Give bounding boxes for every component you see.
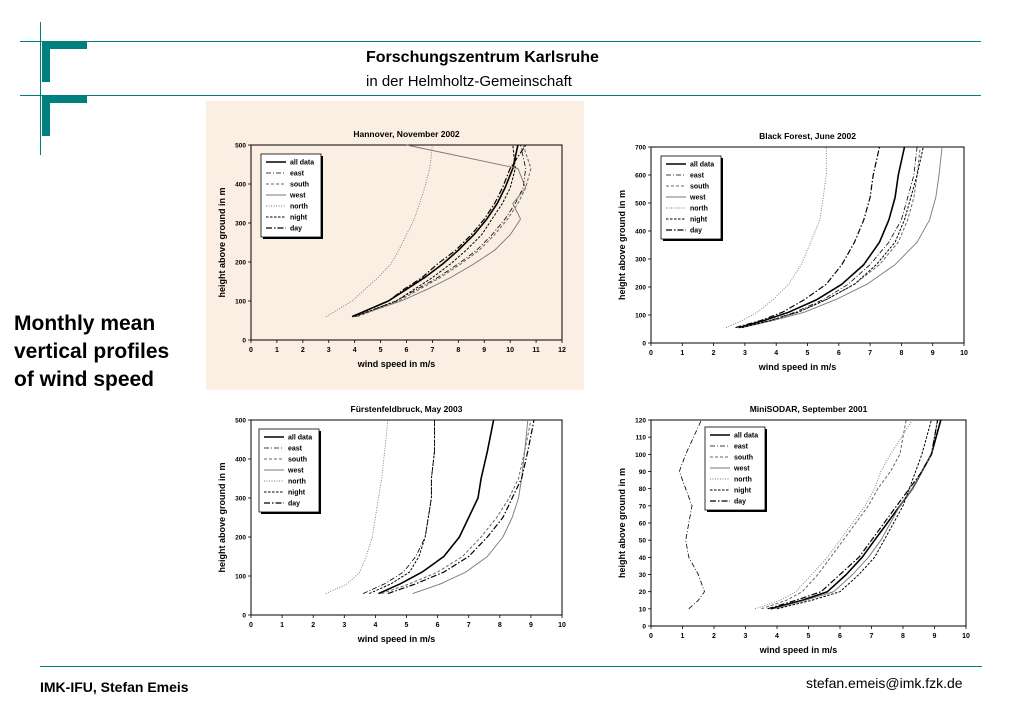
legend-entry: day (288, 500, 301, 508)
x-axis-label: wind speed in m/s (357, 359, 436, 369)
legend-entry: east (734, 443, 749, 451)
footer-author: IMK-IFU, Stefan Emeis (40, 679, 189, 695)
x-tick-label: 2 (711, 350, 716, 357)
y-tick-label: 100 (635, 451, 646, 459)
y-tick-label: 500 (635, 200, 646, 208)
x-tick-label: 8 (456, 347, 461, 354)
x-axis-label: wind speed in m/s (357, 634, 436, 644)
x-tick-label: 12 (558, 347, 566, 354)
legend-entry: east (290, 170, 305, 178)
y-tick-label: 300 (235, 495, 246, 503)
y-tick-label: 300 (635, 256, 646, 264)
logo-vertical-line (40, 22, 41, 155)
x-tick-label: 7 (430, 347, 435, 354)
chart-black-forest (604, 125, 984, 383)
y-tick-label: 90 (638, 469, 646, 476)
x-tick-label: 9 (932, 633, 937, 640)
x-tick-label: 10 (506, 347, 515, 354)
y-tick-label: 0 (642, 340, 646, 348)
x-tick-label: 6 (836, 350, 841, 357)
y-tick-label: 200 (635, 284, 646, 292)
series-line-all-data (379, 420, 494, 594)
legend-entry: night (690, 216, 708, 224)
y-tick-label: 120 (635, 417, 646, 425)
series-line-north (326, 145, 432, 317)
header-rule (20, 41, 981, 42)
series-line-west (355, 145, 526, 317)
legend-entry: night (290, 214, 308, 222)
y-tick-label: 0 (642, 623, 646, 631)
header-rule-lower (20, 95, 981, 96)
x-tick-label: 4 (352, 347, 357, 354)
series-line-east (742, 147, 917, 328)
series-line-north (326, 420, 388, 594)
series-line-day (736, 147, 880, 328)
legend-entry: all data (690, 161, 715, 169)
plot-frame (651, 420, 966, 626)
x-tick-label: 3 (742, 350, 747, 357)
x-tick-label: 6 (435, 622, 440, 629)
slide-caption: Monthly mean vertical profiles of wind speed (14, 312, 170, 391)
legend-entry: east (690, 172, 705, 180)
y-tick-label: 80 (638, 486, 646, 494)
x-tick-label: 9 (930, 350, 935, 357)
y-tick-label: 300 (235, 220, 246, 228)
legend-entry: south (734, 454, 754, 462)
x-tick-label: 3 (743, 633, 748, 640)
x-tick-label: 1 (274, 347, 279, 354)
legend-entry: north (690, 205, 708, 213)
legend-entry: north (734, 476, 752, 484)
y-tick-label: 700 (635, 144, 646, 152)
chart-title: Hannover, November 2002 (353, 129, 460, 139)
chart-hannover (206, 101, 584, 390)
footer-email: stefan.emeis@imk.fzk.de (806, 675, 963, 691)
y-axis-label: height above ground in m (617, 190, 627, 300)
series-line-west (774, 420, 938, 609)
series-line-east (679, 420, 704, 609)
series-line-night (355, 145, 516, 317)
organization-subtitle: in der Helmholtz-Gemeinschaft (366, 73, 572, 90)
y-tick-label: 400 (635, 228, 646, 236)
legend-entry: west (288, 467, 304, 475)
series-line-north (726, 147, 826, 328)
series-line-all-data (352, 145, 518, 317)
x-tick-label: 10 (962, 633, 970, 640)
series-line-west (413, 420, 528, 594)
y-tick-label: 100 (235, 298, 246, 306)
y-tick-label: 0 (242, 337, 246, 345)
x-tick-label: 4 (774, 350, 779, 357)
x-tick-label: 5 (404, 622, 409, 629)
x-tick-label: 7 (466, 622, 471, 629)
x-tick-label: 5 (805, 350, 810, 357)
y-tick-label: 500 (235, 417, 246, 425)
legend-entry: all data (290, 159, 315, 167)
y-tick-label: 20 (638, 589, 646, 597)
legend-entry: night (288, 489, 306, 497)
legend-entry: west (290, 192, 306, 200)
logo-bar-bottom-horizontal (42, 95, 87, 103)
x-tick-label: 0 (649, 633, 653, 640)
x-tick-label: 3 (342, 622, 347, 629)
x-tick-label: 5 (378, 347, 383, 354)
x-tick-label: 4 (373, 622, 378, 629)
x-tick-label: 10 (960, 350, 968, 357)
x-tick-label: 5 (806, 633, 811, 640)
y-tick-label: 40 (638, 554, 646, 562)
y-tick-label: 0 (242, 612, 246, 620)
legend-entry: north (290, 203, 308, 211)
y-tick-label: 500 (235, 142, 246, 150)
series-line-night (777, 420, 931, 609)
legend-entry: west (734, 465, 750, 473)
series-line-east (355, 145, 526, 317)
x-tick-label: 8 (497, 622, 502, 629)
legend-entry: day (734, 498, 747, 506)
x-axis-label: wind speed in m/s (759, 645, 838, 655)
x-tick-label: 3 (326, 347, 331, 354)
y-tick-label: 200 (235, 534, 246, 542)
legend-entry: east (288, 445, 303, 453)
x-tick-label: 9 (528, 622, 533, 629)
x-tick-label: 2 (311, 622, 316, 629)
y-tick-label: 70 (638, 503, 646, 511)
y-tick-label: 400 (235, 181, 246, 189)
x-tick-label: 0 (649, 350, 653, 357)
legend-entry: day (690, 227, 703, 235)
x-tick-label: 4 (775, 633, 779, 640)
series-line-all-data (771, 420, 941, 609)
chart-title: Black Forest, June 2002 (759, 131, 856, 141)
organization-name: Forschungszentrum Karlsruhe (366, 49, 599, 66)
x-tick-label: 7 (868, 350, 873, 357)
legend-entry: west (690, 194, 706, 202)
y-tick-label: 110 (635, 434, 646, 442)
x-tick-label: 0 (249, 622, 253, 629)
x-tick-label: 10 (558, 622, 566, 629)
series-line-south (742, 147, 920, 328)
legend-entry: north (288, 478, 306, 486)
x-tick-label: 1 (680, 350, 685, 357)
y-tick-label: 400 (235, 456, 246, 464)
legend-entry: all data (288, 434, 313, 442)
logo-bar-top-horizontal (42, 41, 87, 49)
chart-title: Fürstenfeldbruck, May 2003 (350, 404, 463, 414)
legend-entry: day (290, 225, 303, 233)
x-tick-label: 1 (680, 633, 685, 640)
x-tick-label: 6 (404, 347, 409, 354)
legend-entry: south (690, 183, 710, 191)
y-axis-label: height above ground in m (617, 468, 627, 578)
y-tick-label: 50 (638, 537, 646, 545)
chart-title: MiniSODAR, September 2001 (749, 404, 868, 414)
legend-entry: south (290, 181, 310, 189)
x-tick-label: 8 (899, 350, 904, 357)
x-tick-label: 11 (532, 347, 540, 354)
x-tick-label: 1 (280, 622, 285, 629)
legend-entry: south (288, 456, 308, 464)
x-tick-label: 0 (249, 347, 253, 354)
y-tick-label: 100 (235, 573, 246, 581)
series-line-night (369, 420, 434, 594)
x-axis-label: wind speed in m/s (758, 362, 837, 372)
y-axis-label: height above ground in m (217, 462, 227, 573)
footer-rule (40, 666, 982, 667)
x-tick-label: 9 (482, 347, 487, 354)
y-tick-label: 600 (635, 172, 646, 180)
y-tick-label: 100 (635, 312, 646, 320)
chart-fuerstenfeldbruck (206, 402, 584, 648)
y-tick-label: 200 (235, 259, 246, 267)
chart-minisodar (604, 402, 984, 655)
x-tick-label: 2 (300, 347, 305, 354)
series-line-day (352, 145, 526, 317)
series-line-south (357, 145, 531, 317)
y-tick-label: 10 (638, 606, 646, 614)
x-tick-label: 8 (901, 633, 905, 640)
y-tick-label: 30 (638, 572, 646, 579)
y-axis-label: height above ground in m (217, 187, 227, 298)
series-line-day (388, 420, 534, 594)
x-tick-label: 2 (712, 633, 716, 640)
legend-entry: all data (734, 432, 759, 440)
x-tick-label: 6 (838, 633, 842, 640)
legend-entry: night (734, 487, 752, 495)
x-tick-label: 7 (869, 633, 874, 640)
y-tick-label: 60 (638, 520, 646, 528)
series-line-east (363, 420, 435, 594)
